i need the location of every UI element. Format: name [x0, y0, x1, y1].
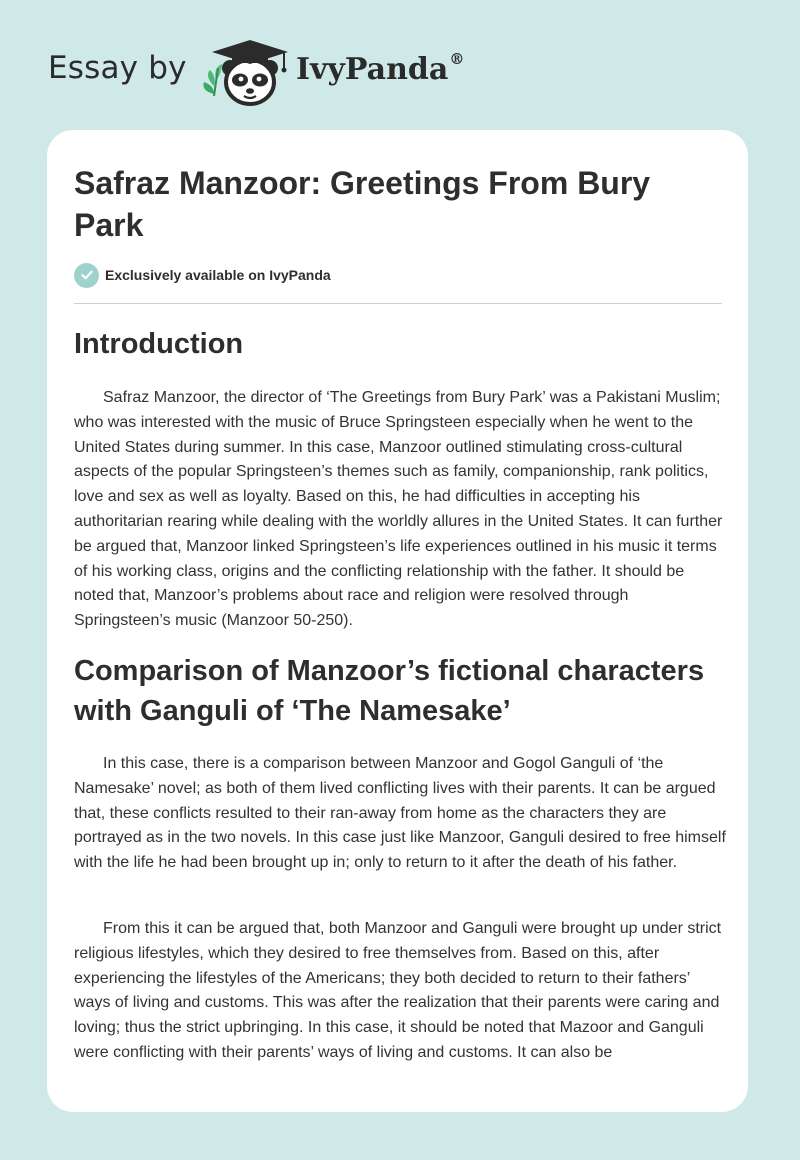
- paragraph: From this it can be argued that, both Manzoor and Ganguli were brought up under strict religious lifestyles, which they desired to free themselves from. Based on this, after experiencing the lifestyles of the Americans; they both decided to return to their fathers’ ways of living and customs. This was after the realization that their parents were caring and loving; thus the strict upbringing. In this case, it should be noted that Mazoor and Ganguli were conflicting with their parents’ ways of living and customs. It can also be: [74, 920, 722, 1061]
- essay-card: [47, 130, 748, 1112]
- section-heading-comparison: Comparison of Manzoor’s fictional characters with Ganguli of ‘The Namesake’: [74, 655, 705, 727]
- exclusive-badge: [74, 262, 331, 288]
- essay-title: Safraz Manzoor: Greetings From Bury Park: [74, 165, 651, 243]
- registered-mark: ®: [449, 50, 465, 68]
- panda-logo-icon: [200, 34, 292, 110]
- paragraph: In this case, there is a comparison between Manzoor and Gogol Ganguli of ‘the Namesake’ novel; as both of them lived conflicting lives with their parents. It can be argued that, these conflicts resulted to their ran-away from home as the characters they are portrayed as in the two novels. In this case just like Manzoor, Ganguli desired to free himself with the life he had been brought up in; only to return to it after the death of his father.: [74, 755, 726, 872]
- essay-by-label: Essay by: [48, 50, 187, 86]
- site-header: [0, 0, 800, 120]
- exclusive-label: Exclusively available on IvyPanda: [105, 267, 331, 283]
- paragraph: Safraz Manzoor, the director of ‘The Greetings from Bury Park’ was a Pakistani Muslim; who was interested with the music of Bruce Springsteen especially when he went to the United States during summer. In this case, Manzoor outlined stimulating cross-cultural aspects of the popular Springsteen’s themes such as family, companionship, rank politics, love and sex as well as loyalty. Based on this, he had difficulties in accepting his authoritarian rearing while dealing with the worldly allures in the United States. It can further be argued that, Manzoor linked Springsteen’s life experiences outlined in his music it terms of his working class, origins and the conflicting relationship with the father. It should be noted that, Manzoor’s problems about race and religion were resolved through Springsteen’s music (Manzoor 50-250).: [74, 389, 723, 630]
- brand-name: [296, 52, 464, 87]
- checkmark-circle-icon: [74, 263, 99, 288]
- brand-label: IvyPanda: [296, 52, 449, 87]
- divider: [74, 303, 722, 304]
- section-heading-introduction: Introduction: [74, 328, 244, 360]
